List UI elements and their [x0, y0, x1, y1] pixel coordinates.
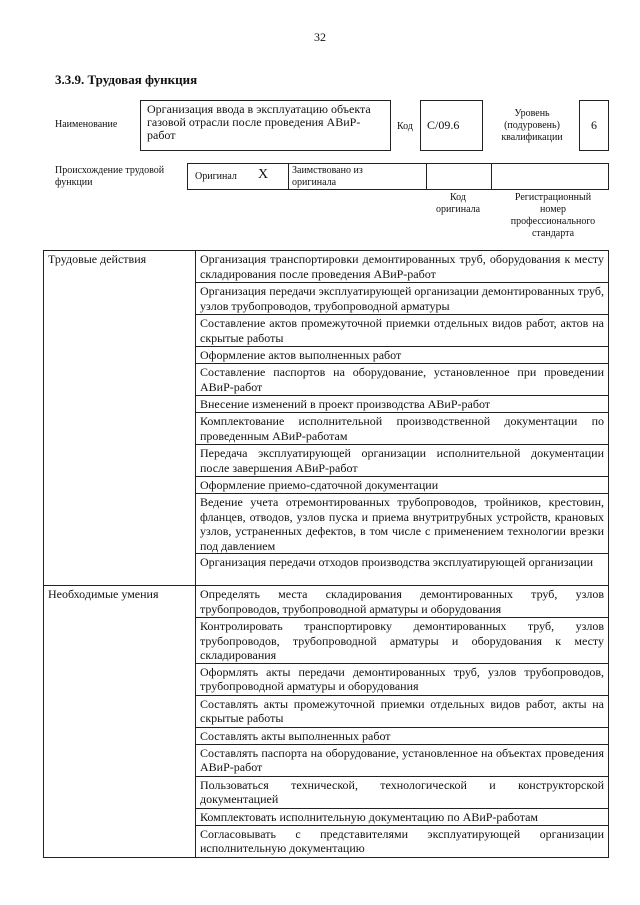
- labor-action-item: Организация передачи отходов производства эксплуатирующей организации: [196, 554, 609, 586]
- name-label: Наименование: [55, 119, 118, 130]
- labor-action-item: Составление паспортов на оборудование, установленное при проведении АВиР-работ: [196, 364, 609, 396]
- name-value: Организация ввода в эксплуатацию объекта газовой отрасли после проведения АВиР-работ: [140, 100, 391, 151]
- skill-item: Составлять акты выполненных работ: [196, 727, 609, 744]
- table-row: [44, 251, 609, 283]
- skill-item: Составлять акты промежуточной приемки отдельных видов работ, акты на скрытые работы: [196, 695, 609, 727]
- skill-item: Согласовывать с представителями эксплуатирующей организации исполнительную документацию: [196, 825, 609, 857]
- labor-action-item: Организация транспортировки демонтированных труб, оборудования к месту складирования после проведения АВиР-работ: [196, 251, 609, 283]
- labor-action-item: Внесение изменений в проект производства АВиР-работ: [196, 396, 609, 413]
- skill-item: Определять места складирования демонтированных труб, узлов трубопроводов, трубопроводной арматуры и оборудования: [196, 586, 609, 618]
- level-value: 6: [579, 100, 609, 151]
- original-mark: X: [258, 167, 269, 182]
- origin-divider-2: [426, 163, 427, 190]
- skill-item: Пользоваться технической, технологической и конструкторской документацией: [196, 776, 609, 808]
- origin-divider-1: [288, 163, 289, 190]
- skill-item: Комплектовать исполнительную документацию по АВиР-работам: [196, 808, 609, 825]
- page-number: 32: [314, 30, 326, 44]
- level-label: Уровень (подуровень) квалификации: [501, 108, 563, 143]
- labor-action-item: Составление актов промежуточной приемки отдельных видов работ, актов на скрытые работы: [196, 315, 609, 347]
- skill-item: Контролировать транспортировку демонтированных труб, узлов трубопроводов, трубопроводной арматуры и оборудования к месту складирования: [196, 618, 609, 664]
- labor-action-item: Комплектование исполнительной производственной документации по проведенным АВиР-работам: [196, 413, 609, 445]
- labor-action-item: Ведение учета отремонтированных трубопроводов, тройников, крестовин, фланцев, отводов, узлов пуска и приема внутритрубных устройств, крановых узлов, устраненных дефектов, в том числе с применением технологии врезки под давлением: [196, 494, 609, 554]
- skill-item: Оформлять акты передачи демонтированных труб, узлов трубопроводов, трубопроводной арматуры и оборудования: [196, 663, 609, 695]
- labor-action-item: Организация передачи эксплуатирующей организации демонтированных труб, узлов трубопроводов, трубопроводной арматуры: [196, 283, 609, 315]
- reg-number-label: Регистрационный номер профессионального стандарта: [510, 192, 596, 239]
- section-title: 3.3.9. Трудовая функция: [55, 72, 198, 87]
- skill-item: Составлять паспорта на оборудование, установленное на объектах проведения АВиР-работ: [196, 744, 609, 776]
- labor-actions-title: Трудовые действия: [44, 251, 196, 586]
- required-skills-title: Необходимые умения: [44, 586, 196, 858]
- table-row: [44, 586, 609, 618]
- competency-table: [43, 250, 609, 858]
- origin-divider-3: [491, 163, 492, 190]
- code-original-label: Код оригинала: [435, 192, 481, 215]
- original-label: Оригинал: [195, 171, 237, 182]
- code-label: Код: [397, 121, 413, 132]
- code-value: С/09.6: [420, 100, 483, 151]
- labor-action-item: Оформление приемо-сдаточной документации: [196, 477, 609, 494]
- borrowed-label: Заимствовано из оригинала: [292, 165, 363, 188]
- labor-action-item: Оформление актов выполненных работ: [196, 347, 609, 364]
- labor-action-item: Передача эксплуатирующей организации исполнительной документации после завершения АВиР-работ: [196, 445, 609, 477]
- origin-label: Происхождение трудовой функции: [55, 165, 165, 188]
